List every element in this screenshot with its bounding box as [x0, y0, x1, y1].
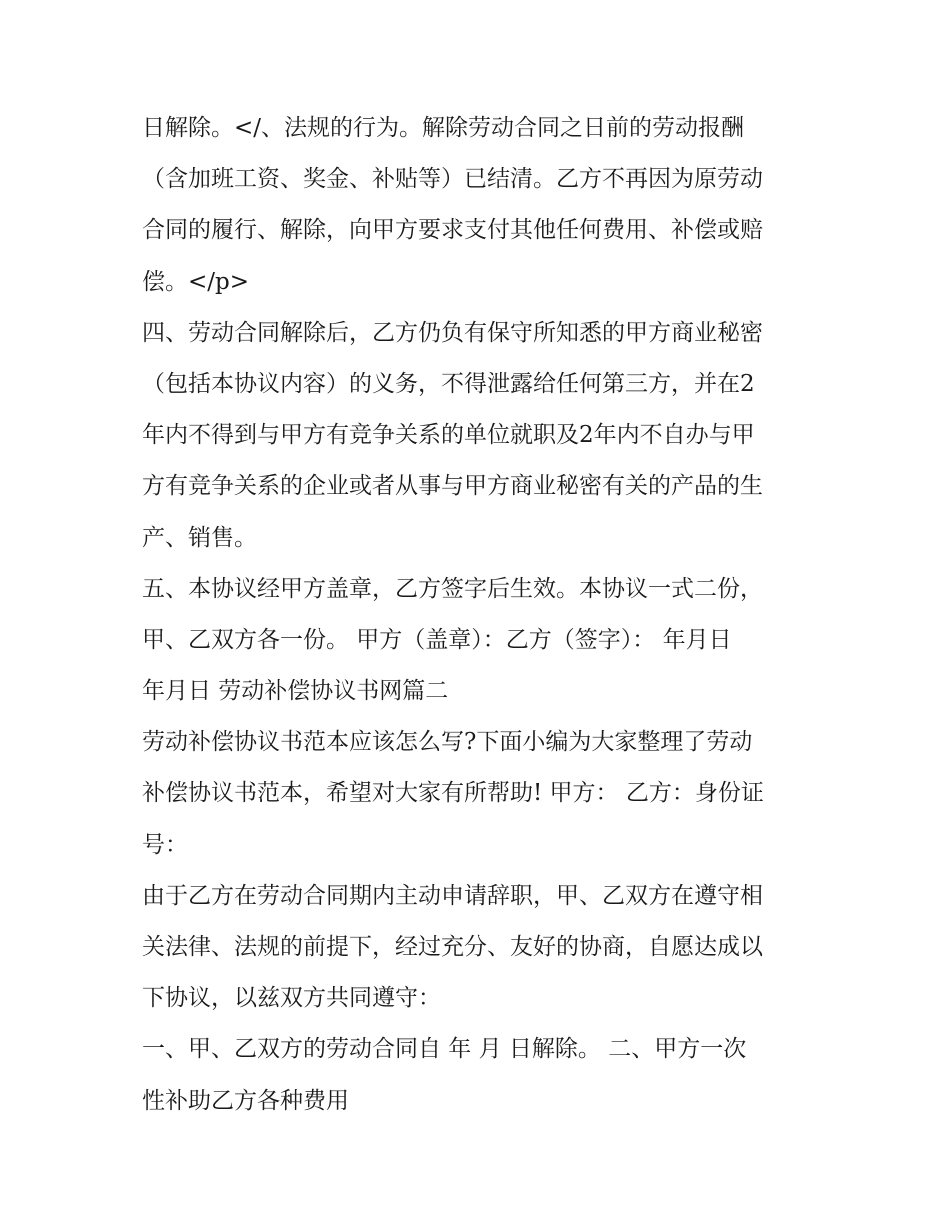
paragraph-clauses-one-two — [142, 1024, 822, 1126]
text-line: 劳动补偿协议书范本应该怎么写?下面小编为大家整理了劳动 — [142, 729, 753, 756]
text-line: 四、劳动合同解除后，乙方仍负有保守所知悉的甲方商业秘密 — [142, 319, 763, 346]
text-line: 号： — [142, 831, 188, 858]
text-line: 产、销售。 — [142, 524, 257, 551]
paragraph-resignation-preamble — [142, 871, 822, 1025]
text-line: 一、甲、乙双方的劳动合同自 年 月 日解除。 二、甲方一次 — [142, 1036, 747, 1063]
text-line: 年月日 劳动补偿协议书网篇二 — [142, 678, 449, 705]
text-line: 甲、乙双方各一份。 甲方（盖章）：乙方（签字）： 年月日 — [142, 626, 732, 653]
text-line: 日解除。</、法规的行为。解除劳动合同之日前的劳动报酬 — [142, 115, 745, 141]
text-line: 补偿协议书范本，希望对大家有所帮助! 甲方： 乙方：身份证 — [142, 780, 764, 807]
text-line: 关法律、法规的前提下，经过充分、友好的协商，自愿达成以 — [142, 934, 763, 960]
text-line: 偿。</p> — [142, 268, 250, 295]
paragraph-clause-four-confidentiality — [142, 308, 822, 564]
text-line: （包括本协议内容）的义务，不得泄露给任何第三方，并在2 — [142, 370, 755, 397]
text-line: 合同的履行、解除，向甲方要求支付其他任何费用、补偿或赔 — [142, 217, 763, 244]
text-line: 由于乙方在劳动合同期内主动申请辞职，甲、乙双方在遵守相 — [142, 882, 763, 909]
text-line: 方有竞争关系的企业或者从事与甲方商业秘密有关的产品的生 — [142, 473, 763, 500]
document-page — [142, 103, 822, 1127]
paragraph-template-intro — [142, 717, 822, 871]
paragraph-termination-settlement — [142, 103, 822, 308]
text-line: 性补助乙方各种费用 — [142, 1087, 349, 1114]
paragraph-clause-five-effectiveness — [142, 564, 822, 718]
text-line: 年内不得到与甲方有竞争关系的单位就职及2年内不自办与甲 — [142, 422, 755, 449]
text-line: （含加班工资、奖金、补贴等）已结清。乙方不再因为原劳动 — [142, 166, 763, 193]
text-line: 五、本协议经甲方盖章，乙方签字后生效。本协议一式二份， — [142, 575, 763, 602]
text-line: 下协议，以兹双方共同遵守： — [142, 985, 441, 1012]
